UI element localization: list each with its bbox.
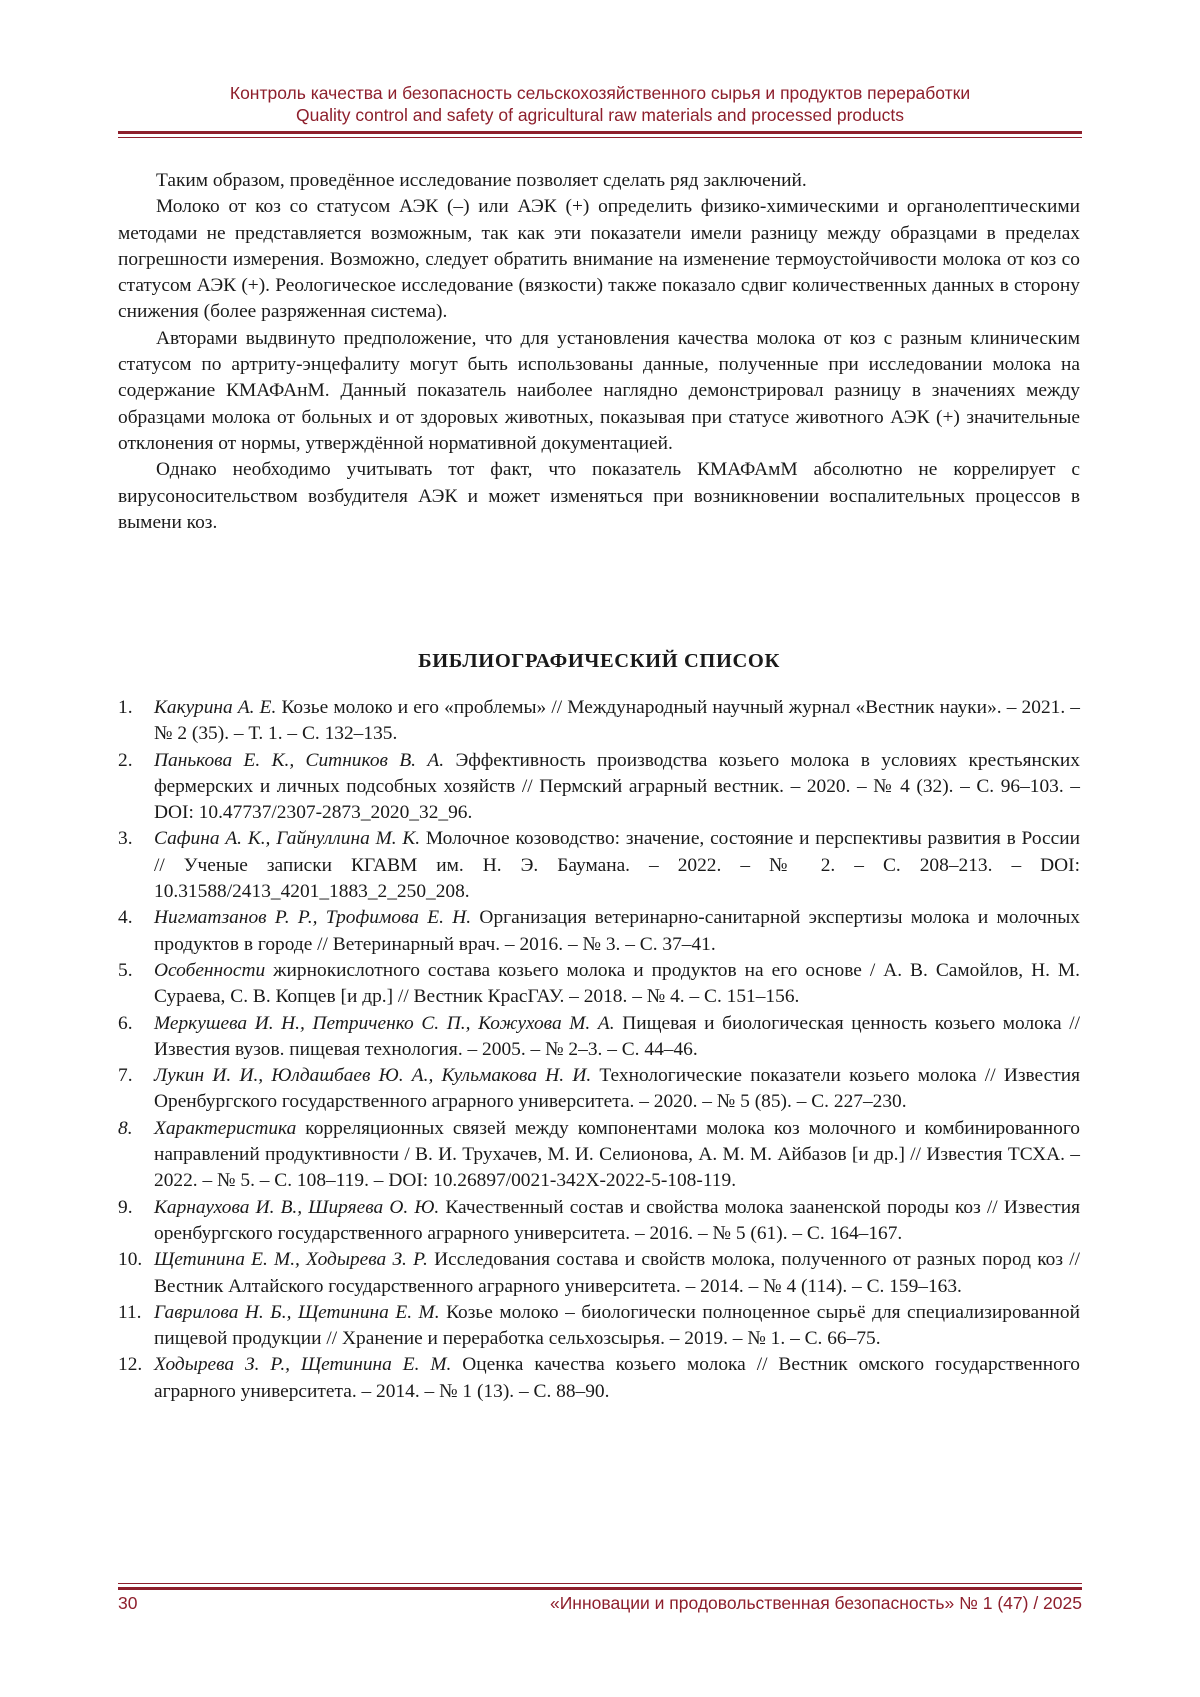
- reference-number: 5.: [118, 959, 133, 981]
- page-footer: [118, 1593, 1082, 1617]
- reference-item: [118, 1300, 1080, 1353]
- reference-number: 8.: [118, 1117, 133, 1139]
- page-number: 30: [118, 1593, 138, 1613]
- reference-author: Особенности: [154, 959, 266, 981]
- journal-citation: «Инновации и продовольственная безопасность» № 1 (47) / 2025: [550, 1593, 1082, 1613]
- reference-text: Организация ветеринарно-санитарной экспертизы молока и молочных продуктов в городе // Ветеринарный врач. – 2016. – № 3. – С. 37–41.: [154, 907, 1080, 955]
- footer-rule-thin: [118, 1583, 1082, 1584]
- reference-author: Гаврилова Н. Б., Щетинина Е. М.: [154, 1301, 440, 1323]
- reference-number: 3.: [118, 828, 133, 850]
- reference-author: Ходырева З. Р., Щетинина Е. М.: [154, 1354, 452, 1376]
- reference-item: [118, 748, 1080, 827]
- paragraph: Таким образом, проведённое исследование позволяет сделать ряд заключений.: [156, 170, 807, 191]
- reference-text: Оценка качества козьего молока // Вестник омского государственного аграрного университета. – 2014. – № 1 (13). – С. 88–90.: [154, 1354, 1080, 1402]
- reference-item: [118, 1352, 1080, 1405]
- reference-author: Какурина А. Е.: [154, 697, 277, 718]
- reference-item: [118, 1247, 1080, 1300]
- reference-number: 12.: [118, 1354, 143, 1376]
- body-text: [118, 168, 1080, 536]
- paragraph: Молоко от коз со статусом АЭК (–) или АЭК (+) определить физико-химическими и органолептическими методами не представляется возможным, так как эти показатели имели разницу между образцами в пределах погрешности измерения. Возможно, следует обратить внимание на изменение термоустойчивости молока от коз со статусом АЭК (+). Реологическое исследование (вязкости) также показало сдвиг количественных данных в сторону снижения (более разряженная система).: [118, 196, 1080, 323]
- reference-item: [118, 695, 1080, 748]
- header-title-en: Quality control and safety of agricultural raw materials and processed products: [296, 105, 904, 125]
- reference-author: Карнаухова И. В., Ширяева О. Ю.: [154, 1196, 440, 1218]
- reference-text: Пищевая и биологическая ценность козьего молока // Известия вузов. пищевая технология. – 2005. – № 2–3. – С. 44–46.: [154, 1012, 1081, 1060]
- reference-text: Козье молоко – биологически полноценное сырьё для специализированной пищевой продукции // Хранение и переработка сельхозсырья. – 2019. – № 1. – С. 66–75.: [154, 1301, 1080, 1350]
- reference-number: 2.: [118, 749, 133, 771]
- reference-text: корреляционных связей между компонентами молока коз молочного и комбинированного направлений продуктивности / В. И. Трухачев, М. И. Селионова, А. М. М. Айбазов [и др.] // Известия ТСХА. – 2022. – № 5. – С. 108–119. – DOI: 10.26897/0021-342X-2022-5-108-119.: [154, 1117, 1080, 1192]
- reference-author: Характеристика: [154, 1117, 297, 1139]
- reference-author: Щетинина Е. М., Ходырева З. Р.: [154, 1249, 428, 1271]
- reference-number: 4.: [118, 907, 133, 929]
- reference-item: [118, 1011, 1080, 1064]
- reference-number: 1.: [118, 697, 133, 718]
- reference-author: Панькова Е. К., Ситников В. А.: [154, 749, 445, 771]
- reference-text: жирнокислотного состава козьего молока и продуктов на его основе / А. В. Самойлов, Н. М. Сураева, С. В. Копцев [и др.] // Вестник КрасГАУ. – 2018. – № 4. – С. 151–156.: [154, 959, 1080, 1008]
- header-rule-thick: [118, 131, 1082, 134]
- reference-number: 7.: [118, 1065, 133, 1087]
- reference-text: Молочное козоводство: значение, состояние и перспективы развития в России // Ученые записки КГАВМ им. Н. Э. Баумана. – 2022. – № 2. – С. 208–213. – DOI: 10.31588/2413_4201_1883_2_250_208.: [154, 828, 1081, 903]
- reference-item: [118, 1195, 1080, 1248]
- reference-text: Качественный состав и свойства молока зааненской породы коз // Известия оренбургского государственного аграрного университета. – 2016. – № 5 (61). – С. 164–167.: [154, 1196, 1080, 1244]
- reference-text: Технологические показатели козьего молока // Известия Оренбургского государственного аграрного университета. – 2020. – № 5 (85). – С. 227–230.: [154, 1065, 1080, 1113]
- reference-author: Сафина А. К., Гайнуллина М. К.: [154, 828, 421, 850]
- reference-number: 6.: [118, 1012, 133, 1034]
- reference-item: [118, 905, 1080, 958]
- reference-number: 9.: [118, 1196, 133, 1218]
- reference-item: [118, 826, 1080, 905]
- reference-text: Козье молоко и его «проблемы» // Международный научный журнал «Вестник науки». – 2021. – № 2 (35). – Т. 1. – С. 132–135.: [154, 697, 1080, 745]
- reference-author: Меркушева И. Н., Петриченко С. П., Кожухова М. А.: [154, 1012, 615, 1034]
- reference-item: [118, 1116, 1080, 1195]
- running-header: [118, 82, 1082, 126]
- footer-rule-thick: [118, 1587, 1082, 1590]
- bibliography-title: БИБЛИОГРАФИЧЕСКИЙ СПИСОК: [418, 650, 780, 672]
- reference-author: Лукин И. И., Юлдашбаев Ю. А., Кульмакова Н. И.: [154, 1065, 592, 1087]
- reference-number: 11.: [118, 1301, 142, 1323]
- paragraph: Авторами выдвинуто предположение, что для установления качества молока от коз с разным клиническим статусом по артриту-энцефалиту могут быть использованы данные, полученные при исследовании молока на содержание КМАФАнМ. Данный показатель наиболее наглядно демонстрировал разницу в значениях между образцами молока от больных и от здоровых животных, показывая при статусе животного АЭК (+) значительные отклонения от нормы, утверждённой нормативной документацией.: [118, 327, 1080, 454]
- reference-author: Нигматзанов Р. Р., Трофимова Е. Н.: [154, 907, 472, 929]
- paragraph: Однако необходимо учитывать тот факт, что показатель КМАФАмМ абсолютно не коррелирует с вирусоносительством возбудителя АЭК и может изменяться при возникновении воспалительных процессов в вымени коз.: [118, 459, 1080, 533]
- bibliography-list: [118, 695, 1080, 1405]
- header-title-ru: Контроль качества и безопасность сельскохозяйственного сырья и продуктов переработки: [229, 83, 971, 103]
- reference-text: Исследования состава и свойств молока, полученного от разных пород коз // Вестник Алтайского государственного аграрного университета. – 2014. – № 4 (114). – С. 159–163.: [154, 1249, 1080, 1297]
- header-rule-thin: [118, 137, 1082, 138]
- reference-item: [118, 1063, 1080, 1116]
- reference-number: 10.: [118, 1249, 143, 1271]
- reference-text: Эффективность производства козьего молока в условиях крестьянских фермерских и личных подсобных хозяйств // Пермский аграрный вестник. – 2020. – № 4 (32). – С. 96–103. – DOI: 10.47737/2307-2873_2020_32_96.: [154, 749, 1080, 824]
- reference-item: [118, 958, 1080, 1011]
